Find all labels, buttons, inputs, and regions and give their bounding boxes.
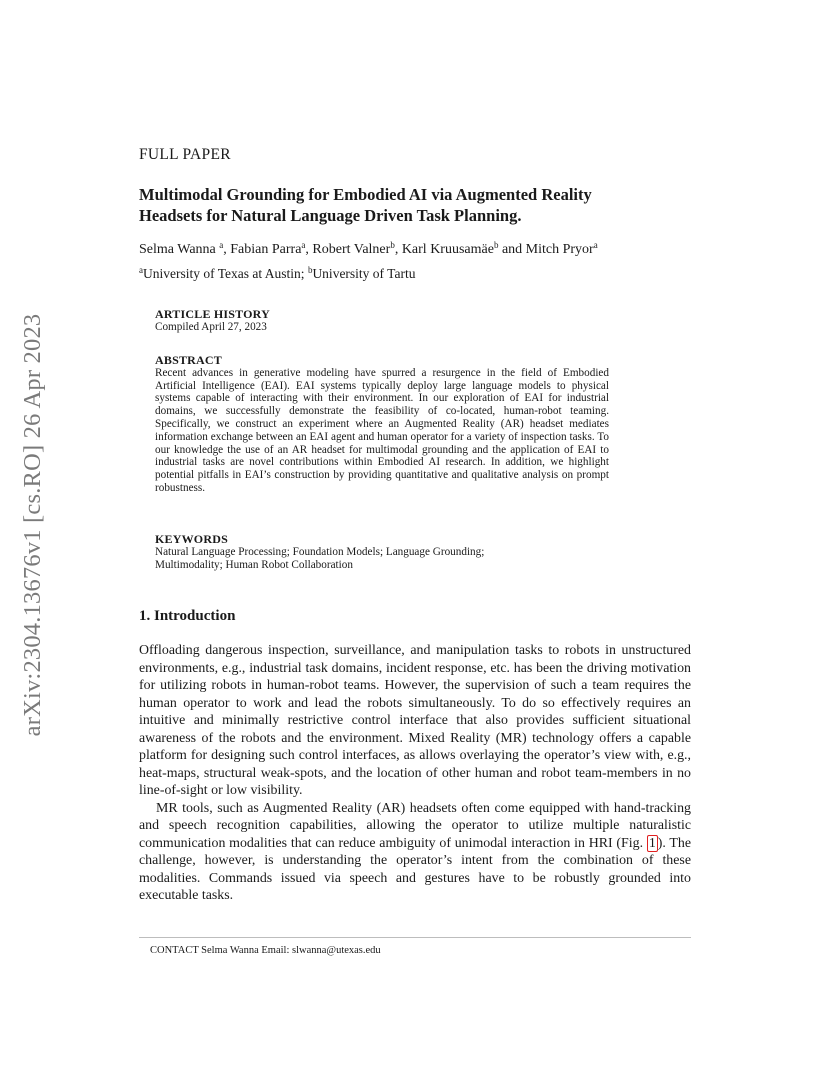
affiliation-mark: a: [593, 240, 598, 250]
paper-title-line-1: Multimodal Grounding for Embodied AI via Augmented Reality: [139, 185, 592, 204]
affiliation-mark: b: [493, 240, 499, 250]
author-name: Mitch Pryor: [525, 242, 594, 257]
keywords-line-2: Multimodality; Human Robot Collaboration: [155, 558, 353, 571]
paragraph: Offloading dangerous inspection, surveillance, and manipulation tasks to robots in unstructured environments, e.g., industrial task domains, incident response, etc. has been the driving motivation for utilizing robots in human-robot teams. However, the supervision of such a team requires the human operator to work and lead the robots simultaneously. To do so effectively requires an intuitive and minimally restrictive control interface that also provides sufficient situational awareness of the robots and the environment. Mixed Reality (MR) technology offers a capable platform for designing such control interfaces, as allows overlaying the operator’s view with, e.g., heat-maps, structural weak-spots, and the location of other human and robot team-members in no line-of-sight or low visibility.: [139, 643, 691, 798]
compiled-date: Compiled April 27, 2023: [155, 320, 267, 333]
article-history-heading: ARTICLE HISTORY: [155, 307, 270, 321]
affiliation-name: University of Texas at Austin: [143, 266, 301, 281]
author-name: Selma Wanna: [139, 242, 216, 257]
paper-title-line-2: Headsets for Natural Language Driven Task Planning.: [139, 206, 522, 225]
abstract-text: Recent advances in generative modeling have spurred a resurgence in the field of Embodied Artificial Intelligence (EAI). EAI systems typically deploy large language models to physical systems capable of interacting with their environment. In our exploration of EAI for industrial domains, we successfully demonstrate the feasibility of co-located, human-robot teaming. Specifically, we construct an experiment where an Augmented Reality (AR) headset mediates information exchange between an EAI agent and human operator for a variety of inspection tasks. To our knowledge the use of an AR headset for multimodal grounding and the application of EAI to industrial tasks are novel contributions within Embodied AI research. In addition, we highlight potential pitfalls in EAI’s construction by providing quantitative and qualitative analysis on prompt robustness.: [155, 366, 609, 494]
affiliation-mark: a: [301, 240, 306, 250]
paper-type-label: FULL PAPER: [139, 146, 231, 163]
author-name: Robert Valner: [312, 242, 391, 257]
article-history: [155, 308, 609, 334]
paragraph: MR tools, such as Augmented Reality (AR) headsets often come equipped with hand-tracking and speech recognition capabilities, allowing the operator to utilize multiple naturalistic communication modalities that can reduce ambiguity of unimodal interaction in HRI (Fig. 1 ). The challenge, however, is understanding the operator’s intent from the combination of these modalities. Commands issued via speech and gestures have to be robustly grounded into executable tasks.: [139, 800, 691, 903]
section-heading: 1. Introduction: [139, 608, 236, 624]
keywords-line-1: Natural Language Processing; Foundation Models; Language Grounding;: [155, 545, 485, 558]
paper-title: [139, 184, 699, 226]
affiliations: $^a$University of Texas at Austin; $^b$University of Tartu: [139, 265, 416, 281]
author-name: Karl Kruusamäe: [401, 242, 494, 257]
affiliation-mark: b: [390, 240, 395, 250]
affiliation-mark: a: [219, 240, 224, 250]
abstract-heading: ABSTRACT: [155, 353, 222, 367]
footnote-divider: [139, 937, 691, 938]
figure-reference-link[interactable]: 1: [648, 835, 656, 851]
keywords-heading: KEYWORDS: [155, 532, 228, 546]
keywords: [155, 533, 609, 571]
introduction-body: [139, 642, 691, 905]
author-list: Selma Wanna $^a$, Fabian Parra$^a$, Robert Valner$^b$, Karl Kruusamäe$^b$ and Mitch Pryor$^a$: [139, 240, 598, 257]
contact-footnote: CONTACT Selma Wanna Email: slwanna@utexas.edu: [150, 945, 381, 956]
arxiv-identifier: arXiv:2304.13676v1 [cs.RO] 26 Apr 2023: [19, 313, 46, 737]
arxiv-sidebar: [8, 285, 58, 765]
abstract: [155, 354, 609, 495]
affiliation-name: University of Tartu: [312, 266, 416, 281]
author-name: Fabian Parra: [230, 242, 302, 257]
